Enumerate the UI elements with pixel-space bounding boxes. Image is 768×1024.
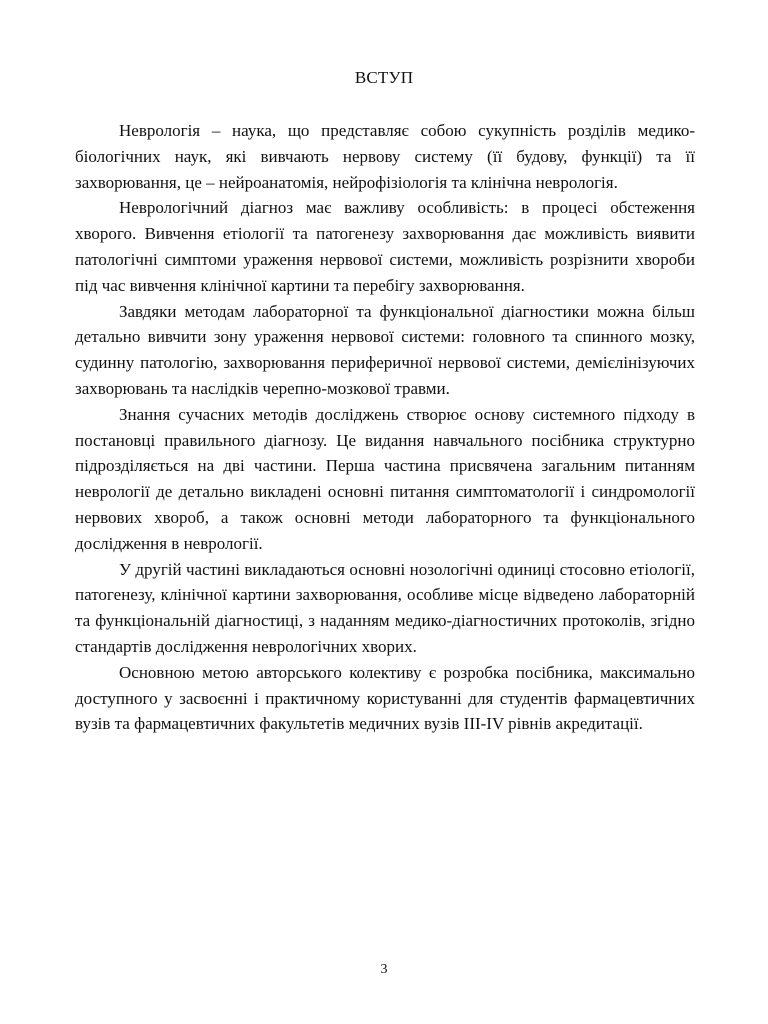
paragraph-4: Знання сучасних методів досліджень створює основу системного підходу в постановці правильного діагнозу. Це видання навчального посібника структурно підрозділяється на дві частини. Перша частина присвячена загальним питанням неврології де детально викладені основні питання симптоматології і синдромології нервових хвороб, а також основні методи лабораторного та функціонального дослідження в неврології. bbox=[75, 404, 695, 553]
paragraph-2: Неврологічний діагноз має важливу особливість: в процесі обстеження хворого. Вивчення етіології та патогенезу захворювання дає можливість виявити патологічні симптоми ураження нервової системи, можливість розрізнити хвороби під час вивчення клінічної картини та перебігу захворювання. bbox=[75, 198, 695, 295]
paragraph-6: Основною метою авторського колективу є розробка посібника, максимально доступного у засвоєнні і практичному користуванні для студентів фармацевтичних вузів та фармацевтичних факультетів медичних вузів ІІІ-IV рівнів акредитації. bbox=[75, 662, 695, 734]
page-number: 3 bbox=[380, 962, 388, 977]
paragraph-1: Неврологія – наука, що представляє собою сукупність розділів медико-біологічних наук, які вивчають нервову систему (її будову, функції) та її захворювання, це – нейроанатомія, нейрофізіологія та клінічна неврологія. bbox=[75, 121, 695, 192]
paragraph-5: У другій частині викладаються основні нозологічні одиниці стосовно етіології, патогенезу, клінічної картини захворювання, особливе місце відведено лабораторній та функціональній діагностиці, з наданням медико-діагностичних протоколів, згідно стандартів дослідження неврологічних хворих. bbox=[75, 559, 695, 656]
body-text bbox=[75, 118, 695, 737]
section-title: ВСТУП bbox=[354, 68, 414, 87]
paragraph-3: Завдяки методам лабораторної та функціональної діагностики можна більш детально вивчити зону ураження нервової системи: головного та спинного мозку, судинну патологію, захворювання периферичної нервової системи, демієлінізуючих захворювань та наслідків черепно-мозкової травми. bbox=[75, 301, 695, 398]
